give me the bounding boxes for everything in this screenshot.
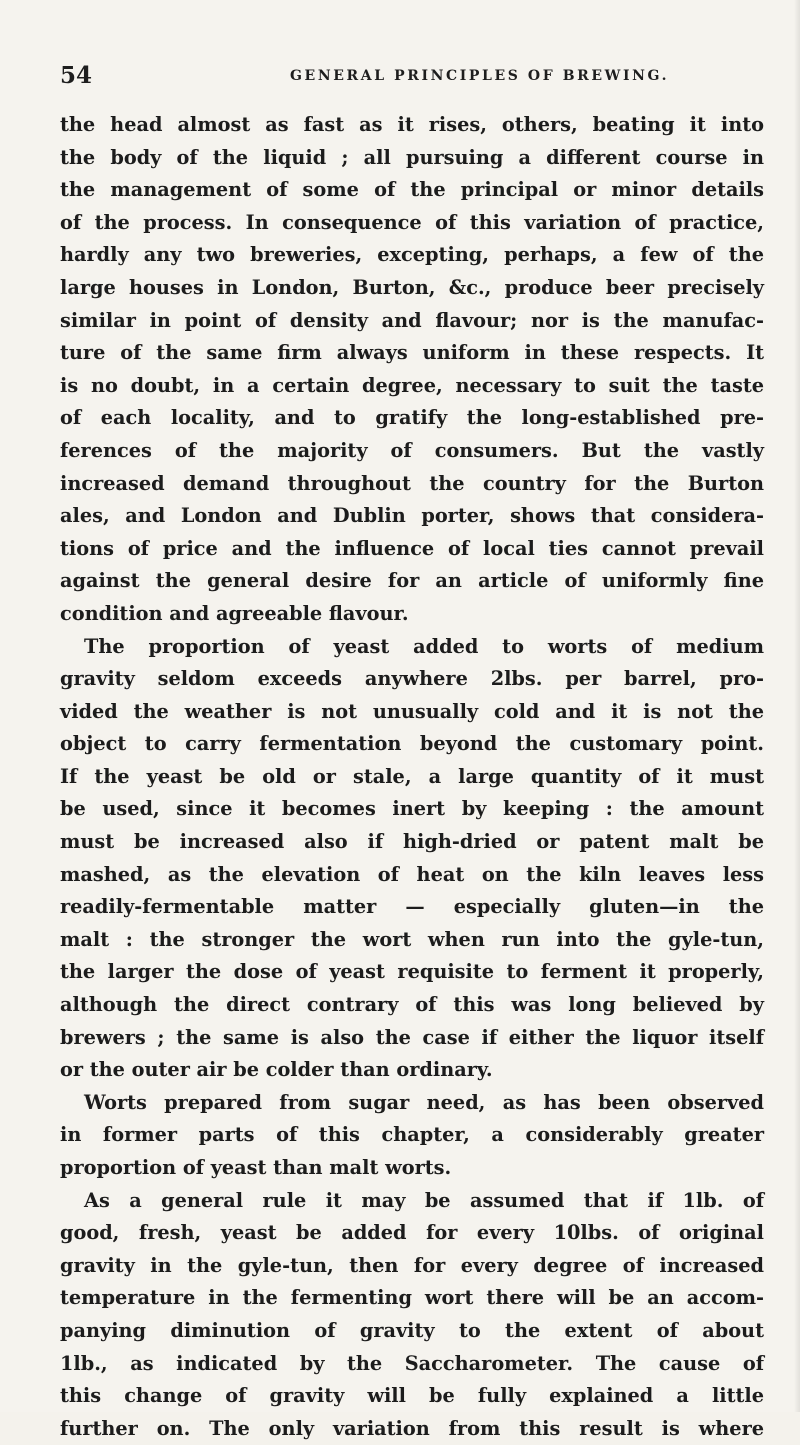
text-line: vided the weather is not unusually cold and it is not the <box>60 699 764 723</box>
text-line: tions of price and the influence of local ties cannot prevail <box>60 536 764 560</box>
text-line: As a general rule it may be assumed that if 1lb. of <box>84 1188 764 1212</box>
text-line: the head almost as fast as it rises, others, beating it into <box>60 113 764 136</box>
text-line: similar in point of density and flavour; nor is the manufac- <box>60 308 764 332</box>
text-line: brewers ; the same is also the case if either the liquor itself <box>60 1025 764 1049</box>
text-line: temperature in the fermenting wort there will be an accom- <box>60 1286 764 1310</box>
page-header <box>60 62 760 92</box>
text-line: Worts prepared from sugar need, as has been observed <box>84 1090 764 1114</box>
text-line: against the general desire for an article of uniformly fine <box>60 569 764 593</box>
page-number: 54 <box>60 62 93 89</box>
text-line: panying diminution of gravity to the extent of about <box>60 1318 764 1342</box>
text-line: If the yeast be old or stale, a large quantity of it must <box>60 764 764 788</box>
page-edge-shadow <box>794 0 800 1412</box>
text-line: increased demand throughout the country for the Burton <box>60 471 764 495</box>
text-line: gravity in the gyle-tun, then for every degree of increased <box>60 1253 764 1277</box>
text-line: condition and agreeable flavour. <box>60 601 409 625</box>
text-line: proportion of yeast than malt worts. <box>60 1156 452 1179</box>
text-line: in former parts of this chapter, a considerably greater <box>60 1123 764 1147</box>
text-line: be used, since it becomes inert by keeping : the amount <box>60 797 764 821</box>
body-text <box>60 109 764 1445</box>
text-line: although the direct contrary of this was long believed by <box>60 993 764 1017</box>
text-line: further on. The only variation from this result is where <box>60 1416 764 1440</box>
text-line: or the outer air be colder than ordinary. <box>60 1058 493 1082</box>
text-line: The proportion of yeast added to worts of medium <box>84 634 764 658</box>
text-line: gravity seldom exceeds anywhere 2lbs. per barrel, pro- <box>60 667 764 691</box>
text-line: ture of the same firm always uniform in these respects. It <box>60 341 764 365</box>
text-line: ferences of the majority of consumers. But the vastly <box>60 438 764 462</box>
text-line: hardly any two breweries, excepting, perhaps, a few of the <box>60 243 764 267</box>
text-line: is no doubt, in a certain degree, necessary to suit the taste <box>60 373 764 397</box>
text-line: 1lb., as indicated by the Saccharometer. The cause of <box>60 1351 764 1375</box>
text-line: ales, and London and Dublin porter, shows that considera- <box>60 504 764 528</box>
text-line: object to carry fermentation beyond the customary point. <box>60 732 764 756</box>
text-line: of the process. In consequence of this variation of practice, <box>60 210 764 234</box>
text-line: the larger the dose of yeast requisite to ferment it properly, <box>60 960 764 984</box>
text-line: large houses in London, Burton, &c., produce beer precisely <box>60 275 764 299</box>
text-line: good, fresh, yeast be added for every 10lbs. of original <box>60 1221 764 1245</box>
text-line: the body of the liquid ; all pursuing a different course in <box>60 145 764 169</box>
text-line: the management of some of the principal or minor details <box>60 178 764 202</box>
text-line: this change of gravity will be fully explained a little <box>60 1384 764 1408</box>
text-line: of each locality, and to gratify the long-established pre- <box>60 406 764 430</box>
text-line: mashed, as the elevation of heat on the kiln leaves less <box>60 862 764 886</box>
text-line: must be increased also if high-dried or patent malt be <box>60 830 764 854</box>
text-line: readily-fermentable matter — especially gluten—in the <box>60 895 764 919</box>
text-line: malt : the stronger the wort when run into the gyle-tun, <box>60 927 764 951</box>
running-title: GENERAL PRINCIPLES OF BREWING. <box>290 68 670 84</box>
